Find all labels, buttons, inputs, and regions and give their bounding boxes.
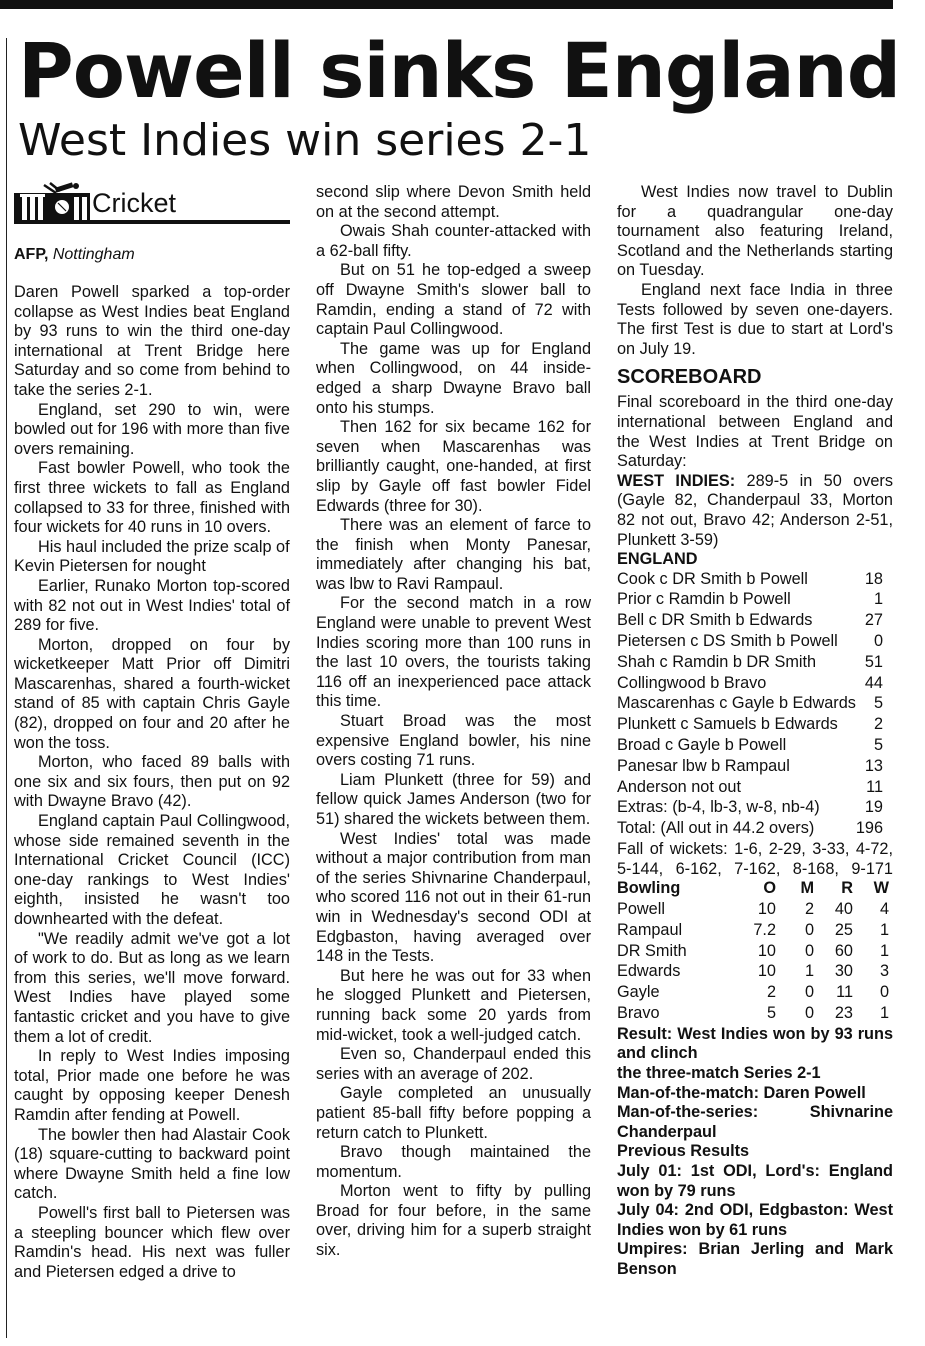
batting-row [617,757,893,778]
paragraph: England next face India in three Tests followed by seven one-dayers. The first Test is due to start at Lord's on July 19. [617,280,893,358]
paragraph: Daren Powell sparked a top-order collapse as West Indies beat England by 93 runs to win the third one-day international at Trent Bridge here Saturday and so come from behind to take the series 2-1. [14,283,290,399]
wickets: 1 [879,920,889,939]
batting-card [617,570,893,840]
paragraph: For the second match in a row England were unable to prevent West Indies scoring more than 100 runs in the last 10 overs, the tourists taking 116 off an inexperienced pace attack this time. [316,594,591,711]
overs: 2 [766,983,776,1002]
batsman: Mascarenhas c Gayle b Edwards [617,694,856,713]
maidens: 2 [804,900,814,919]
batsman: Anderson not out [617,777,742,796]
paragraph: Bravo though maintained the momentum. [316,1143,591,1181]
subheadline: West Indies win series 2-1 [18,115,592,166]
paragraph: Powell's first ball to Pietersen was a steepling bouncer which flew over Ramdin's head. His next was fuller and Pietersen edged a drive to [14,1203,290,1281]
paragraph: Gayle completed an unusually patient 85-ball fifty before popping a return catch to Plunkett. [316,1084,591,1142]
batting-row [617,611,893,632]
west-indies-label: WEST INDIES: [617,471,736,490]
article-column-1 [14,283,290,1282]
runs-conceded: 40 [834,900,853,919]
overs: 10 [757,962,776,981]
bowler: DR Smith [617,941,687,960]
bowling-label: Bowling [617,879,681,898]
paragraph: second slip where Devon Smith held on at the second attempt. [316,183,591,221]
runs: 27 [864,611,883,630]
batsman: Prior c Ramdin b Powell [617,590,791,609]
overs: 5 [766,1004,776,1023]
byline-agency: AFP, [14,246,49,263]
umpires: Umpires: Brian Jerling and Mark Benson [617,1240,893,1278]
runs: 11 [866,777,883,796]
paragraph: In reply to West Indies imposing total, Prior made one before he was caught by opposing keeper Denesh Ramdin after fending at Powell. [14,1047,290,1124]
section-label: Cricket [92,188,177,218]
west-indies-innings [617,472,893,550]
batting-row [617,778,893,799]
man-of-the-match: Man-of-the-match: Daren Powell [617,1083,866,1102]
paragraph: But here he was out for 33 when he slogged Plunkett and Pietersen, running back some 20 yards from mid-wicket, took a well-judged catch. [316,966,591,1044]
runs: 51 [864,652,883,671]
batsman: Broad c Gayle b Powell [617,736,787,755]
paragraph: Morton, who faced 89 balls with one six and six fours, then put on 92 with Dwayne Bravo (42). [14,753,290,811]
top-rule [0,0,893,9]
batsman: Panesar lbw b Rampaul [617,756,790,775]
overs: 10 [757,941,776,960]
batsman: Shah c Ramdin b DR Smith [617,652,817,671]
runs-conceded: 23 [834,1004,853,1023]
batsman: Plunkett c Samuels b Edwards [617,715,838,734]
wickets-header: W [873,879,889,898]
extras-row [617,798,893,819]
paragraph: England captain Paul Collingwood, whose side remained seventh in the International Cricket Council (ICC) one-day rankings to West Indies' eighth, insisted he wasn't too downhearted with the defeat. [14,812,290,928]
batting-row [617,736,893,757]
maidens: 0 [804,941,814,960]
runs-conceded: 25 [834,920,853,939]
byline [14,245,135,265]
runs: 1 [873,590,883,609]
bowling-row [617,962,893,983]
runs-conceded: 60 [834,941,853,960]
batsman: Pietersen c DS Smith b Powell [617,632,838,651]
paragraph: Liam Plunkett (three for 59) and fellow quick James Anderson (two for 51) shared the wickets between them. [316,770,591,828]
paragraph: The game was up for England when Collingwood, on 44 inside-edged a sharp Dwayne Bravo ball onto his stumps. [316,339,591,417]
total-label: Total: (All out in 44.2 overs) [617,819,815,838]
runs-header: R [841,879,853,898]
paragraph: Owais Shah counter-attacked with a 62-ball fifty. [316,222,591,260]
batsman: Bell c DR Smith b Edwards [617,611,813,630]
runs-conceded: 11 [836,983,853,1002]
west-indies-summary: 289-5 in 50 overs (Gayle 82, Chanderpaul 33, Morton 82 not out, Bravo 42; Anderson 2-51, Plunkett 3-59) [617,471,893,549]
maidens: 0 [804,983,814,1002]
overs: 7.2 [753,920,776,939]
bowling-row [617,900,893,921]
extras-label: Extras: (b-4, lb-3, w-8, nb-4) [617,798,820,817]
cricket-icon [14,181,90,225]
paragraph: Fast bowler Powell, who took the first three wickets to fall as England collapsed to 33 for three, finished with four wickets for 40 runs in 10 overs. [14,459,290,537]
paragraph: His haul included the prize scalp of Kevin Pietersen for nought [14,537,290,576]
bowler: Bravo [617,1004,660,1023]
batsman: Collingwood b Bravo [617,673,767,692]
maidens: 0 [804,1004,814,1023]
article-column-3 [617,183,893,1280]
maidens-header: M [800,879,814,898]
paragraph: Then 162 for six became 162 for seven when Mascarenhas was brilliantly caught, one-handed, at first slip by Gayle off fast bowler Fidel Edwards (three for 30). [316,418,591,515]
batting-row [617,570,893,591]
wickets: 1 [879,1004,889,1023]
runs: 0 [873,632,883,651]
wickets: 1 [879,941,889,960]
paragraph: There was an element of farce to the finish when Monty Panesar, immediately after changing his bat, was lbw to Ravi Rampaul. [316,516,591,593]
batting-row [617,632,893,653]
runs: 5 [873,736,883,755]
runs: 5 [873,694,883,713]
batsman: Cook c DR Smith b Powell [617,569,808,588]
previous-result-2: July 04: 2nd ODI, Edgbaston: West Indies won by 61 runs [617,1201,893,1239]
paragraph: But on 51 he top-edged a sweep off Dwayne Smith's slower ball to Ramdin, ending a stand of 72 with captain Paul Collingwood. [316,261,591,339]
paragraph: England, set 290 to win, were bowled out for 196 with more than five overs remaining. [14,400,290,458]
previous-results-heading: Previous Results [617,1142,750,1161]
maidens: 0 [804,920,814,939]
bowling-header [617,879,893,900]
headline: Powell sinks England [18,26,901,115]
overs-header: O [763,879,776,898]
section-kicker [14,181,290,225]
previous-result-1: July 01: 1st ODI, Lord's: England won by 79 runs [617,1161,893,1200]
paragraph: Stuart Broad was the most expensive England bowler, his nine overs costing 71 runs. [316,712,591,770]
runs: 44 [864,673,883,692]
bowling-card [617,879,893,1025]
paragraph: Morton went to fifty by pulling Broad for four before, in the same over, driving him for a superb straight six. [316,1182,591,1260]
maidens: 1 [804,962,814,981]
bowler: Gayle [617,983,660,1002]
runs: 13 [864,756,883,775]
section-rule [14,220,290,224]
batting-row [617,590,893,611]
wickets: 3 [879,962,889,981]
paragraph: Morton, dropped on four by wicketkeeper Matt Prior off Dimitri Mascarenhas, shared a fourth-wicket stand of 85 with captain Chris Gayle (82), dropped on four and 20 after he won the toss. [14,635,290,752]
bowler: Powell [617,900,665,919]
paragraph: West Indies now travel to Dublin for a quadrangular one-day tournament also featuring Ireland, Scotland and the Netherlands starting on Tuesday. [617,183,893,280]
wickets: 4 [879,900,889,919]
article-column-2 [316,183,591,1261]
runs-conceded: 30 [834,962,853,981]
bowling-row [617,921,893,942]
bowling-row [617,942,893,963]
paragraph: The bowler then had Alastair Cook (18) square-cutting to backward point where Dwayne Smith held a fine low catch. [14,1125,290,1203]
bowling-row [617,1004,893,1025]
paragraph: "We readily admit we've got a lot of work to do. But as long as we learn from this series, we'll move forward. West Indies have played some fantastic cricket and you have to give them a lot of credit. [14,929,290,1046]
runs: 18 [864,569,883,588]
total-runs: 196 [855,819,883,838]
extras-runs: 19 [864,798,883,817]
scoreboard-intro: Final scoreboard in the third one-day international between England and the West Indies at Trent Bridge on Saturday: [617,393,893,471]
man-of-the-series: Man-of-the-series: Shivnarine Chanderpaul [617,1103,893,1141]
total-row [617,819,893,840]
batting-row [617,694,893,715]
overs: 10 [757,900,776,919]
bowler: Rampaul [617,920,683,939]
runs: 2 [873,715,883,734]
bowler: Edwards [617,962,681,981]
batting-row [617,653,893,674]
paragraph: Even so, Chanderpaul ended this series with an average of 202. [316,1045,591,1083]
scoreboard-heading: SCOREBOARD [617,366,762,389]
byline-place: Nottingham [52,246,135,263]
result-series: the three-match Series 2-1 [617,1064,821,1082]
left-rule [6,38,7,1338]
bowling-row [617,983,893,1004]
wickets: 0 [879,983,889,1002]
batting-row [617,674,893,695]
paragraph: Earlier, Runako Morton top-scored with 82 not out in West Indies' total of 289 for five. [14,576,290,635]
paragraph: West Indies' total was made without a major contribution from man of the series Shivnarine Chanderpaul, who scored 116 not out in their 61-run win in Wednesday's second ODI at Edgbaston, having averaged over 148 in the Tests. [316,829,591,966]
batting-row [617,715,893,736]
fall-of-wickets: Fall of wickets: 1-6, 2-29, 3-33, 4-72, 5-144, 6-162, 7-162, 8-168, 9-171 [617,840,893,878]
result: Result: West Indies won by 93 runs and clinch [617,1024,893,1063]
england-label: ENGLAND [617,550,698,569]
